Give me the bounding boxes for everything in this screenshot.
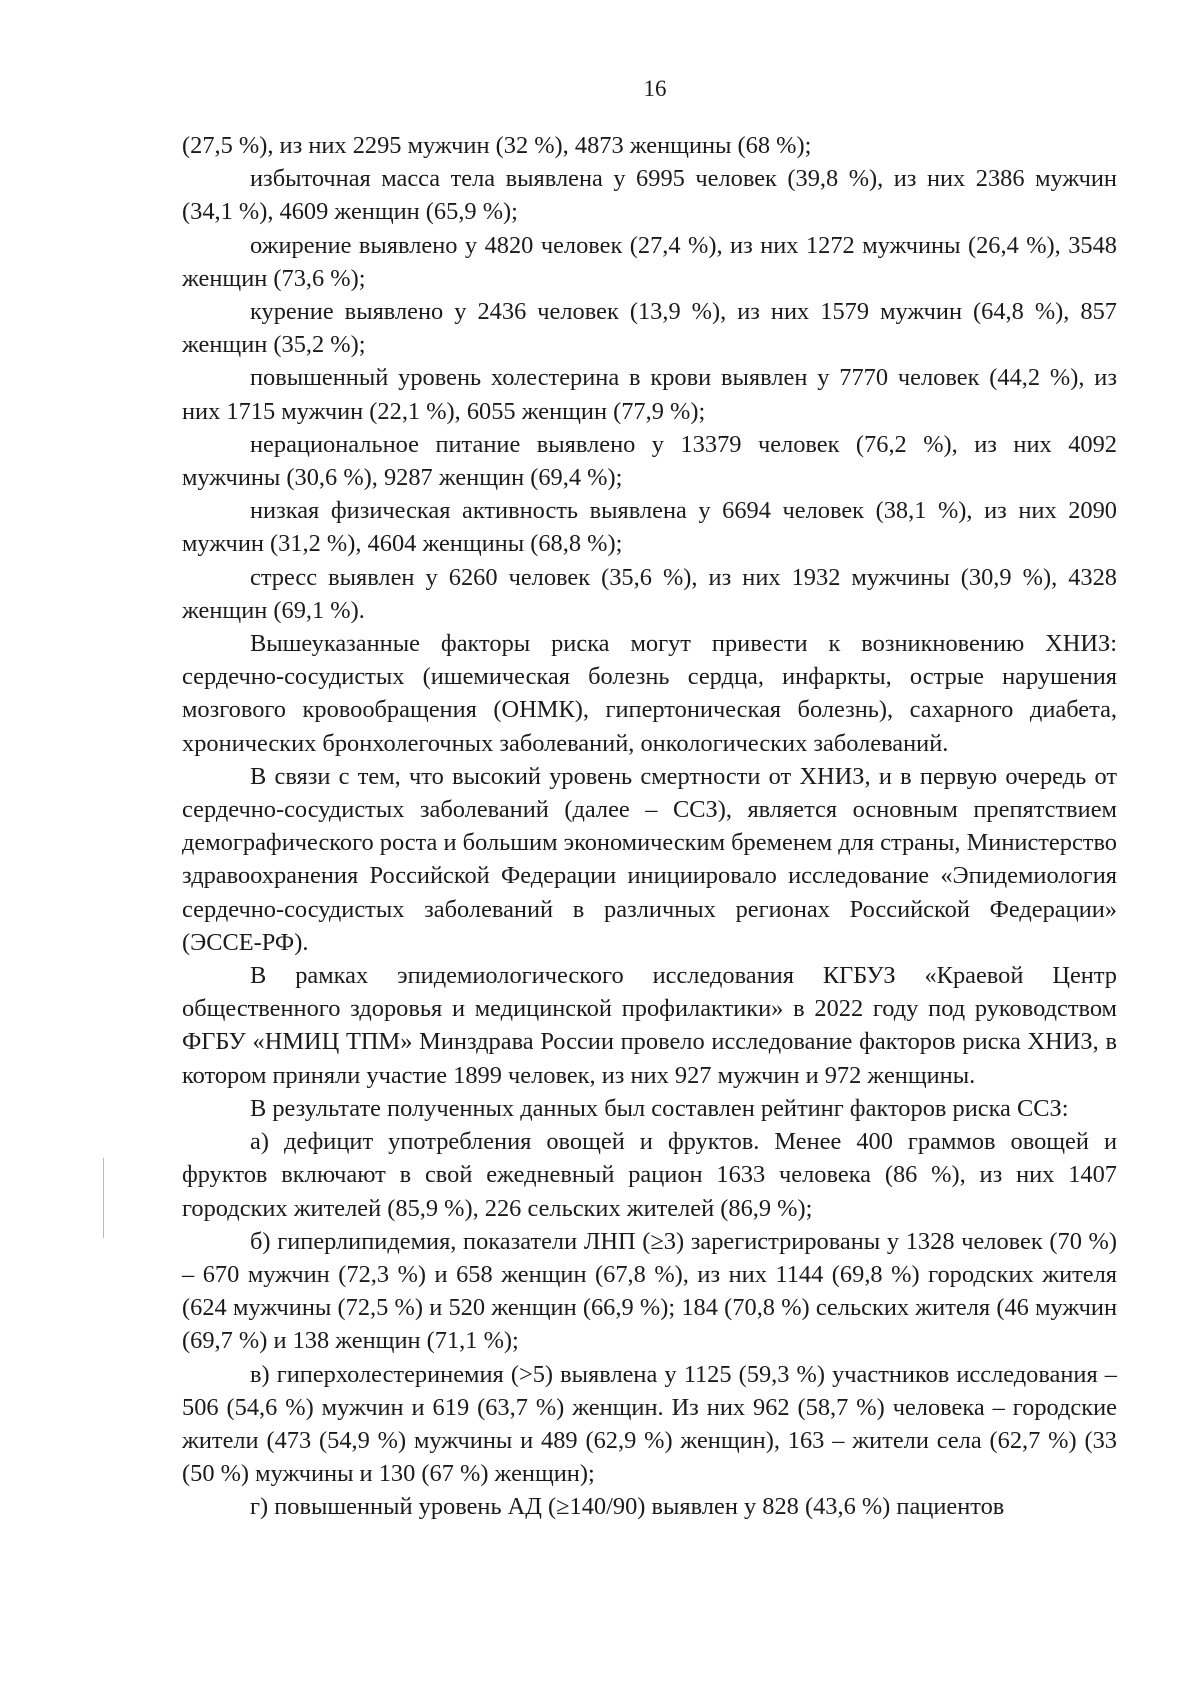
paragraph-cholesterol: повышенный уровень холестерина в крови выявлен у 7770 человек (44,2 %), из них 1715 мужчин (22,1 %), 6055 женщин (77,9 %); [182,364,1117,425]
paragraph-physical-activity: низкая физическая активность выявлена у 6694 человек (38,1 %), из них 2090 мужчин (31,2 %), 4604 женщины (68,8 %); [182,497,1117,558]
page-number: 16 [643,76,667,101]
list-item-d: г) повышенный уровень АД (≥140/90) выявлен у 828 (43,6 %) пациентов [250,1493,1005,1521]
scan-margin-mark [103,1158,104,1238]
paragraph-stress: стресс выявлен у 6260 человек (35,6 %), из них 1932 мужчины (30,9 %), 4328 женщин (69,1 %). [182,563,1117,624]
list-item-b: б) гиперлипидемия, показатели ЛНП (≥3) зарегистрированы у 1328 человек (70 %) – 670 мужчин (72,3 %) и 658 женщин (67,8 %), из них 1144 (69,8 %) городских жителя (624 мужчины (72,5 %) и 520 женщин (66,9 %); 184 (70,8 %) сельских жителя (46 мужчин (69,7 %) и 138 женщин (71,1 %); [182,1227,1117,1355]
paragraph-obesity: ожирение выявлено у 4820 человек (27,4 %), из них 1272 мужчины (26,4 %), 3548 женщин (73,6 %); [182,231,1117,292]
list-item-c: в) гиперхолестеринемия (>5) выявлена у 1125 (59,3 %) участников исследования – 506 (54,6 %) мужчин и 619 (63,7 %) женщин. Из них 962 (58,7 %) человека – городские жители (473 (54,9 %) мужчины и 489 (62,9 %) женщин), 163 – жители села (62,7 %) (33 (50 %) мужчины и 130 (67 %) женщин); [182,1360,1117,1488]
paragraph-smoking: курение выявлено у 2436 человек (13,9 %), из них 1579 мужчин (64,8 %), 857 женщин (35,2 %); [182,298,1117,359]
paragraph-risk-factors: Вышеуказанные факторы риска могут привести к возникновению ХНИЗ: сердечно-сосудистых (ишемическая болезнь сердца, инфаркты, острые нарушения мозгового кровообращения (ОНМК), гипертоническая болезнь), сахарного диабета, хронических бронхолегочных заболеваний, онкологических заболеваний. [182,630,1117,757]
paragraph-continuation: (27,5 %), из них 2295 мужчин (32 %), 4873 женщины (68 %); [182,132,812,159]
paragraph-study: В рамках эпидемиологического исследования КГБУЗ «Краевой Центр общественного здоровья и медицинской профилактики» в 2022 году под руководством ФГБУ «НМИЦ ТПМ» Минздрава России провело исследование факторов риска ХНИЗ, в котором приняли участие 1899 человек, из них 927 мужчин и 972 женщины. [182,962,1117,1089]
paragraph-esse-rf: В связи с тем, что высокий уровень смертности от ХНИЗ, и в первую очередь от сердечно-сосудистых заболеваний (далее – ССЗ), является основным препятствием демографического роста и большим экономическим бременем для страны, Министерство здравоохранения Российской Федерации инициировало исследование «Эпидемиология сердечно-сосудистых заболеваний в различных регионах Российской Федерации» (ЭССЕ-РФ). [182,762,1117,956]
list-item-a: а) дефицит употребления овощей и фруктов. Менее 400 граммов овощей и фруктов включают в свой ежедневный рацион 1633 человека (86 %), из них 1407 городских жителей (85,9 %), 226 сельских жителей (86,9 %); [182,1128,1117,1222]
paragraph-overweight: избыточная масса тела выявлена у 6995 человек (39,8 %), из них 2386 мужчин (34,1 %), 4609 женщин (65,9 %); [182,165,1117,226]
document-body [182,129,1117,1524]
paragraph-nutrition: нерациональное питание выявлено у 13379 человек (76,2 %), из них 4092 мужчины (30,6 %), 9287 женщин (69,4 %); [182,430,1117,492]
paragraph-rating: В результате полученных данных был составлен рейтинг факторов риска ССЗ: [250,1094,1069,1122]
